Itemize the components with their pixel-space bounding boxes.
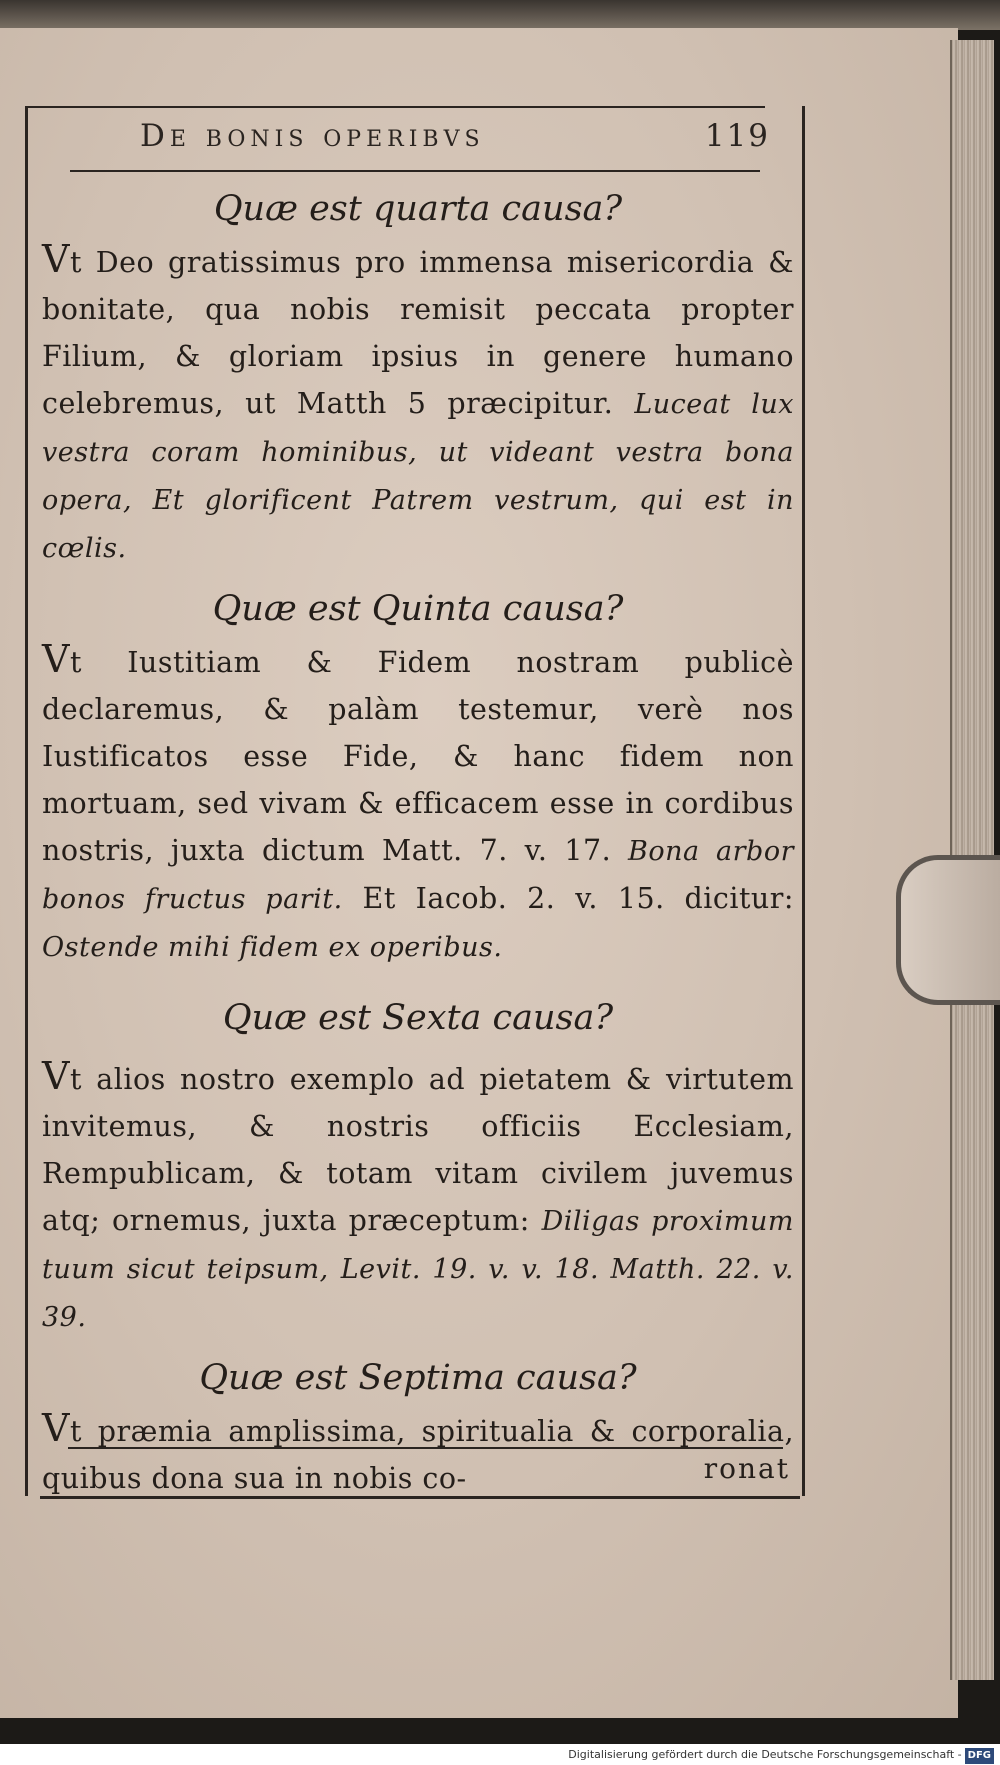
question-heading: Quæ est Quinta causa? [212, 589, 624, 629]
answer-paragraph [42, 236, 794, 572]
page-number: 119 [704, 118, 770, 154]
scripture-quote: Diligas proximum tuum sicut teipsum, [42, 1206, 794, 1285]
answer-paragraph [42, 636, 794, 971]
answer-text: Et Iacob. 2. v. 15. dicitur: [362, 882, 794, 915]
bottom-rule [68, 1447, 783, 1449]
footer-text: Digitalisierung gefördert durch die Deutsche Forschungsgemeinschaft - [568, 1748, 962, 1761]
question-heading: Quæ est quarta causa? [213, 189, 623, 229]
dfg-logo: DFG [965, 1748, 994, 1764]
scripture-reference: Levit. 19. v. v. 18. Matth. 22. v. 39. [42, 1254, 794, 1333]
header-title: De bonis operibvs [140, 118, 485, 154]
answer-text: t Deo gratissimus pro immensa misericordia & bonitate, qua nobis remisit peccata propter Filium, & gloriam ipsius in genere humano celebremus, ut Matth 5 præcipitur. [42, 246, 794, 420]
drop-cap: V [42, 237, 70, 281]
drop-cap: V [42, 1406, 70, 1450]
scripture-quote: Bona arbor bonos fructus parit. [42, 836, 794, 915]
answer-paragraph [42, 1053, 794, 1341]
catchword: ronat [703, 1452, 790, 1485]
question-heading: Quæ est Sexta causa? [222, 998, 614, 1038]
page-content [42, 182, 794, 1502]
frame-top-rule [25, 106, 765, 108]
answer-text: t præmia amplissima, spiritualia & corporalia, quibus dona sua in nobis co- [42, 1415, 794, 1495]
scripture-quote: Luceat lux vestra coram hominibus, ut videant vestra bona opera, Et glorificent Patrem vestrum, qui est in cœlis. [42, 389, 794, 564]
answer-text: t Iustitiam & Fidem nostram publicè declaremus, & palàm testemur, verè nos Iustificatos esse Fide, & hanc fidem non mortuam, sed vivam & efficacem esse in cordibus nostris, juxta dictum Matt. 7. v. 17. [42, 646, 794, 867]
drop-cap: V [42, 637, 70, 681]
answer-paragraph [42, 1405, 794, 1502]
running-header [140, 118, 780, 166]
bookmark-clip [896, 855, 1000, 1005]
frame-bottom-rule [40, 1496, 800, 1499]
scripture-quote: Ostende mihi fidem ex operibus. [42, 932, 503, 963]
digitization-footer [0, 1744, 1000, 1765]
drop-cap: V [42, 1054, 70, 1098]
header-rule [70, 170, 760, 172]
question-heading: Quæ est Septima causa? [199, 1358, 637, 1398]
scan-top-edge [0, 0, 1000, 30]
answer-text: t alios nostro exemplo ad pietatem & virtutem invitemus, & nostris officiis Ecclesiam, Rempublicam, & totam vitam civilem juvemus atq; ornemus, juxta præceptum: [42, 1063, 794, 1237]
